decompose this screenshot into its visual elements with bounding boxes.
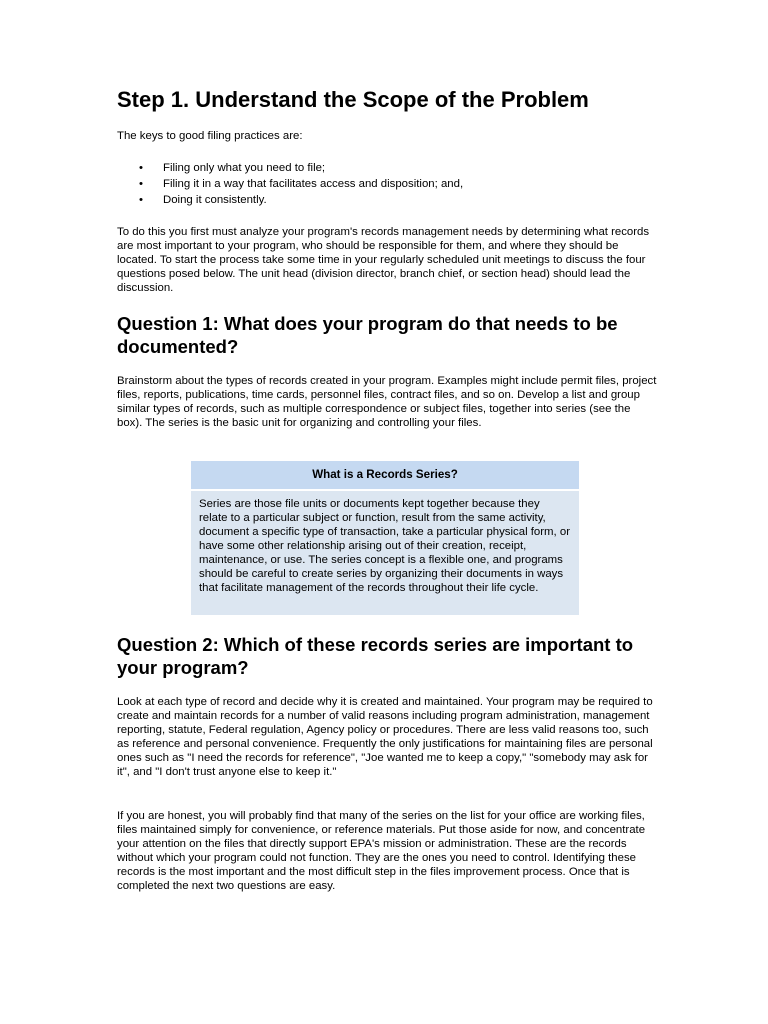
question2-body-2: If you are honest, you will probably find that many of the series on the list for your office are working files, files maintained simply for convenience, or reference materials. Put those aside for now, and concentrate your attention on the files that directly support EPA's mission or administration. These are the records without which your program could not function. They are the ones you need to control. Identifying these records is the most important and the most difficult step in the files improvement process. Once that is completed the next two questions are easy.	[117, 810, 646, 892]
list-item-text: Filing it in a way that facilitates access and disposition; and,	[163, 178, 464, 190]
bullet-icon: •	[139, 178, 143, 190]
list-item-text: Doing it consistently.	[163, 194, 267, 206]
keys-list	[117, 160, 463, 208]
question2-heading: Question 2: Which of these records series are important to your program?	[117, 634, 634, 678]
question1-body: Brainstorm about the types of records created in your program. Examples might include permit files, project files, reports, publications, time cards, personnel files, contract files, and so on. Develop a list and group similar types of records, such as multiple correspondence or subject files, together into series (see the box). The series is the basic unit for organizing and controlling your files.	[117, 375, 657, 429]
intro-text: The keys to good filing practices are:	[117, 130, 303, 142]
list-item-text: Filing only what you need to file;	[163, 162, 326, 174]
list-item	[117, 192, 463, 208]
bullet-icon: •	[139, 194, 143, 206]
records-series-box-title: What is a Records Series?	[191, 461, 579, 491]
records-series-box-body: Series are those file units or documents kept together because they relate to a particular subject or function, result from the same activity, document a specific type of transaction, take a particular physical form, or have some other relationship arising out of their creation, receipt, maintenance, or use. The series concept is a flexible one, and programs should be careful to create series by organizing their documents in ways that facilitate management of the records throughout their life cycle.	[199, 498, 571, 594]
step-heading: Step 1. Understand the Scope of the Problem	[117, 87, 589, 112]
analyze-paragraph: To do this you first must analyze your program's records management needs by determining what records are most important to your program, who should be responsible for them, and where they should be located. To start the process take some time in your regularly scheduled unit meetings to discuss the four questions posed below. The unit head (division director, branch chief, or section head) should lead the discussion.	[117, 226, 650, 294]
list-item	[117, 160, 463, 176]
list-item	[117, 176, 463, 192]
records-series-box	[191, 461, 579, 615]
question2-body-1: Look at each type of record and decide why it is created and maintained. Your program may be required to create and maintain records for a number of valid reasons including program administration, management reporting, statute, Federal regulation, Agency policy or procedures. There are less valid reasons too, such as reference and personal convenience. Frequently the only justifications for maintaining files are personal ones such as "I need the records for reference", "Joe wanted me to keep a copy," "somebody may ask for it", and "I don't trust anyone else to keep it."	[117, 696, 653, 778]
question1-heading: Question 1: What does your program do that needs to be documented?	[117, 313, 618, 357]
bullet-icon: •	[139, 162, 143, 174]
